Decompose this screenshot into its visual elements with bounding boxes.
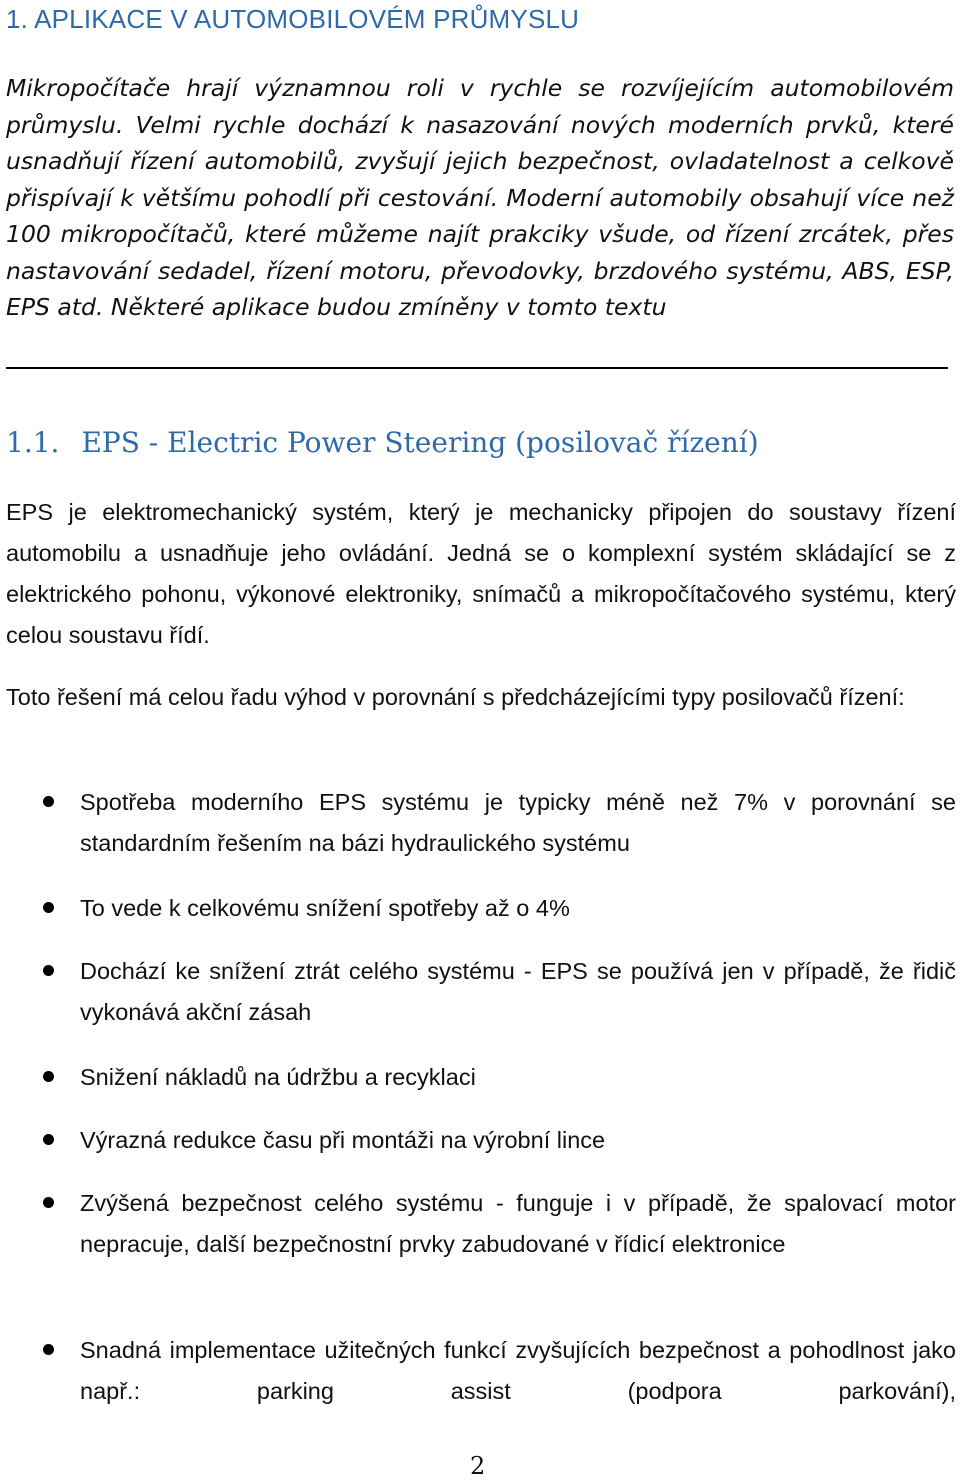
list-item [80,951,956,1033]
list-item-text: Zvýšená bezpečnost celého systému - funguje i v případě, že spalovací motor nepracuje, další bezpečnostní prvky zabudované v řídicí elektronice [80,1190,956,1257]
list-item [80,1183,956,1265]
body-paragraph: Toto řešení má celou řadu výhod v porovnání s předcházejícími typy posilovačů řízení: [6,684,905,710]
list-item-text: Snadná implementace užitečných funkcí zvyšujících bezpečnost a pohodlnost jako např.: parking assist (podpora parkování), [80,1337,956,1404]
list-item [80,1057,956,1098]
list-item-text: Snižení nákladů na údržbu a recyklaci [80,1064,476,1090]
bullet-icon [43,902,54,913]
list-item [80,782,956,864]
chapter-title: APLIKACE V AUTOMOBILOVÉM PRŮMYSLU [34,4,580,34]
intro-paragraph: Mikropočítače hrají významnou roli v rychle se rozvíjejícím automobilovém průmyslu. Velmi rychle dochází k nasazování nových moderních prvků, které usnadňují řízení automobilů, zvyšují jejich bezpečnost, ovladatelnost a celkově přispívají k většímu pohodlí při cestování. Moderní automobily obsahují více než 100 mikropočítačů, které můžeme najít prakciky všude, od řízení zrcátek, přes nastavování sedadel, řízení motoru, převodovky, brzdového systému, ABS, ESP, EPS atd. Některé aplikace budou zmíněny v tomto textu [6,74,954,321]
bullet-icon [43,796,54,807]
bullet-icon [43,1197,54,1208]
list-item-text: Dochází ke snížení ztrát celého systému - EPS se používá jen v případě, že řidič vykonává akční zásah [80,958,956,1025]
list-item-text: Spotřeba moderního EPS systému je typicky méně než 7% v porovnání se standardním řešením na bázi hydraulického systému [80,789,956,856]
chapter-number: 1. [6,4,29,34]
horizontal-rule [6,367,948,369]
bullet-icon [43,1344,54,1355]
section-number: 1.1. [6,426,60,459]
chapter-heading [6,4,579,35]
page-number: 2 [470,1452,486,1480]
bullet-icon [43,1071,54,1082]
body-paragraph: EPS je elektromechanický systém, který je mechanicky připojen do soustavy řízení automobilu a usnadňuje jeho ovládání. Jedná se o komplexní systém skládající se z elektrického pohonu, výkonové elektroniky, snímačů a mikropočítačového systému, který celou soustavu řídí. [6,499,956,648]
list-item-text: To vede k celkovému snížení spotřeby až o 4% [80,895,570,921]
list-item [80,1120,956,1161]
section-title: EPS - Electric Power Steering (posilovač řízení) [81,426,759,459]
section-heading [6,426,759,459]
bullet-icon [43,965,54,976]
bullet-icon [43,1134,54,1145]
list-item-text: Výrazná redukce času při montáži na výrobní lince [80,1127,606,1153]
list-item [80,888,956,929]
list-item [80,1330,956,1412]
